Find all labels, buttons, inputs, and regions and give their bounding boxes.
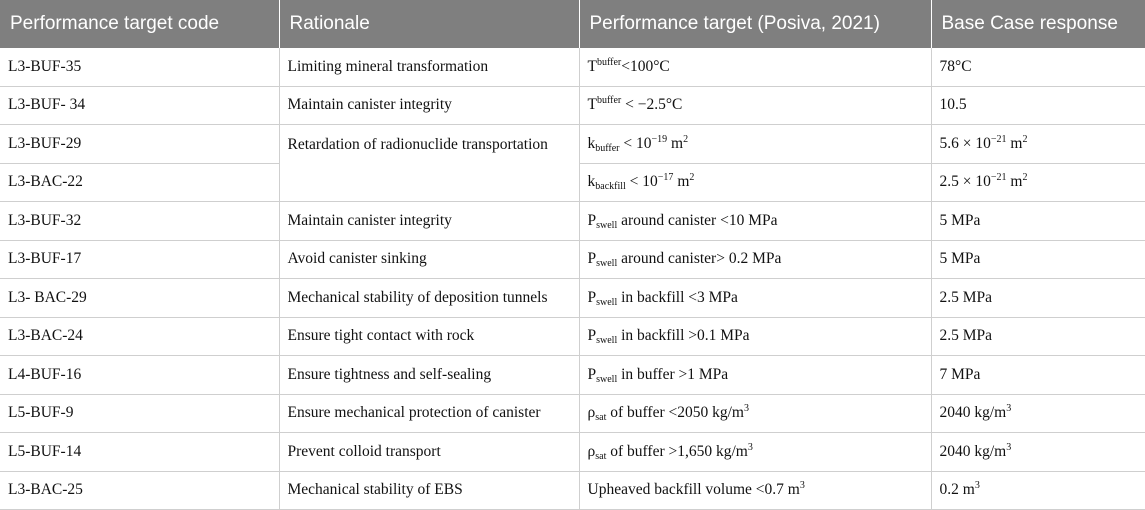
- table-row: [0, 202, 1145, 241]
- value-text: of buffer >1,650 kg/m: [606, 442, 748, 460]
- subscript-text: backfill: [595, 181, 626, 193]
- value-text: m: [1006, 134, 1023, 152]
- cell-code: L5-BUF-9: [0, 394, 279, 433]
- superscript-text: −21: [990, 133, 1007, 145]
- table-header: [0, 0, 1145, 48]
- cell-response: [931, 471, 1145, 510]
- cell-target: [579, 202, 931, 241]
- superscript-text: 3: [1006, 441, 1012, 453]
- value-text: T: [587, 96, 597, 114]
- table-row: [0, 356, 1145, 395]
- header-target: Performance target (Posiva, 2021): [579, 0, 931, 48]
- cell-target: [579, 317, 931, 356]
- cell-rationale: Ensure tight contact with rock: [279, 317, 579, 356]
- superscript-text: 3: [974, 480, 980, 492]
- superscript-text: 3: [1006, 403, 1012, 415]
- cell-response: [931, 202, 1145, 241]
- cell-target: [579, 86, 931, 125]
- subscript-text: swell: [596, 258, 618, 270]
- value-text: 2.5 MPa: [939, 288, 993, 306]
- table-row: [0, 317, 1145, 356]
- cell-target: [579, 394, 931, 433]
- value-text: ρ: [587, 442, 596, 460]
- value-text: around canister <10 MPa: [617, 211, 778, 229]
- value-text: m: [1006, 173, 1023, 191]
- header-response: Base Case response: [931, 0, 1145, 48]
- value-text: T: [587, 57, 597, 75]
- value-text: P: [587, 250, 597, 268]
- value-text: <100°C: [621, 57, 670, 75]
- value-text: 2040 kg/m: [939, 404, 1007, 422]
- cell-code: L4-BUF-16: [0, 356, 279, 395]
- value-text: 5.6 × 10: [939, 134, 991, 152]
- table-row: [0, 433, 1145, 472]
- superscript-text: 2: [1022, 133, 1028, 145]
- header-row: [0, 0, 1145, 48]
- superscript-text: −17: [657, 172, 674, 184]
- value-text: 5 MPa: [939, 250, 981, 268]
- cell-response: [931, 433, 1145, 472]
- superscript-text: 2: [683, 133, 689, 145]
- superscript-text: buffer: [596, 56, 622, 68]
- subscript-text: buffer: [595, 142, 620, 154]
- cell-code: L3-BAC-25: [0, 471, 279, 510]
- value-text: in backfill <3 MPa: [617, 288, 738, 306]
- subscript-text: swell: [596, 335, 618, 347]
- value-text: 2040 kg/m: [939, 442, 1007, 460]
- value-text: in buffer >1 MPa: [617, 365, 729, 383]
- cell-rationale: Ensure tightness and self-sealing: [279, 356, 579, 395]
- value-text: 2.5 × 10: [939, 173, 991, 191]
- cell-response: [931, 48, 1145, 86]
- cell-response: [931, 240, 1145, 279]
- table-row: [0, 240, 1145, 279]
- cell-target: [579, 471, 931, 510]
- superscript-text: 3: [743, 403, 749, 415]
- value-text: 7 MPa: [939, 365, 981, 383]
- cell-rationale: Prevent colloid transport: [279, 433, 579, 472]
- cell-response: [931, 86, 1145, 125]
- cell-target: [579, 433, 931, 472]
- subscript-text: sat: [595, 450, 607, 462]
- superscript-text: −21: [990, 172, 1007, 184]
- cell-target: [579, 48, 931, 86]
- value-text: < −2.5°C: [621, 96, 683, 114]
- value-text: P: [587, 211, 597, 229]
- cell-rationale: Mechanical stability of deposition tunnels: [279, 279, 579, 318]
- cell-code: L3-BAC-22: [0, 163, 279, 202]
- cell-code: L3-BAC-24: [0, 317, 279, 356]
- value-text: P: [587, 365, 597, 383]
- value-text: ρ: [587, 404, 596, 422]
- value-text: m: [673, 173, 690, 191]
- cell-response: [931, 163, 1145, 202]
- value-text: k: [587, 173, 596, 191]
- cell-code: L3- BAC-29: [0, 279, 279, 318]
- cell-code: L3-BUF- 34: [0, 86, 279, 125]
- cell-response: [931, 356, 1145, 395]
- value-text: < 10: [619, 134, 652, 152]
- cell-code: L3-BUF-32: [0, 202, 279, 241]
- value-text: m: [667, 134, 684, 152]
- cell-code: L3-BUF-17: [0, 240, 279, 279]
- cell-rationale: Maintain canister integrity: [279, 202, 579, 241]
- value-text: in backfill >0.1 MPa: [617, 327, 750, 345]
- cell-rationale: Mechanical stability of EBS: [279, 471, 579, 510]
- subscript-text: swell: [596, 296, 618, 308]
- cell-code: L3-BUF-29: [0, 125, 279, 164]
- value-text: Upheaved backfill volume <0.7 m: [587, 481, 800, 499]
- value-text: around canister> 0.2 MPa: [617, 250, 782, 268]
- table-row: [0, 125, 1145, 164]
- table-body: [0, 48, 1145, 510]
- value-text: 0.2 m: [939, 481, 975, 499]
- cell-target: [579, 163, 931, 202]
- value-text: P: [587, 288, 597, 306]
- value-text: k: [587, 134, 596, 152]
- superscript-text: 3: [747, 441, 753, 453]
- subscript-text: swell: [596, 219, 618, 231]
- cell-target: [579, 356, 931, 395]
- value-text: P: [587, 327, 597, 345]
- table-row: [0, 394, 1145, 433]
- value-text: 5 MPa: [939, 211, 981, 229]
- superscript-text: 3: [799, 480, 805, 492]
- cell-rationale: Retardation of radionuclide transportation: [279, 125, 579, 202]
- superscript-text: −19: [651, 133, 668, 145]
- cell-rationale: Ensure mechanical protection of canister: [279, 394, 579, 433]
- cell-target: [579, 125, 931, 164]
- cell-rationale: Avoid canister sinking: [279, 240, 579, 279]
- superscript-text: buffer: [596, 95, 622, 107]
- superscript-text: 2: [1022, 172, 1028, 184]
- cell-rationale: Maintain canister integrity: [279, 86, 579, 125]
- value-text: < 10: [625, 173, 658, 191]
- value-text: of buffer <2050 kg/m: [606, 404, 744, 422]
- value-text: 2.5 MPa: [939, 327, 993, 345]
- cell-response: [931, 317, 1145, 356]
- cell-code: L5-BUF-14: [0, 433, 279, 472]
- table-row: [0, 279, 1145, 318]
- table-row: [0, 471, 1145, 510]
- header-code: Performance target code: [0, 0, 279, 48]
- cell-rationale: Limiting mineral transformation: [279, 48, 579, 86]
- header-rationale: Rationale: [279, 0, 579, 48]
- cell-target: [579, 279, 931, 318]
- superscript-text: 2: [689, 172, 695, 184]
- cell-response: [931, 125, 1145, 164]
- cell-response: [931, 394, 1145, 433]
- value-text: 10.5: [939, 96, 967, 114]
- value-text: 78°C: [939, 57, 972, 75]
- subscript-text: sat: [595, 412, 607, 424]
- table-row: [0, 48, 1145, 86]
- subscript-text: swell: [596, 373, 618, 385]
- table-row: [0, 86, 1145, 125]
- cell-response: [931, 279, 1145, 318]
- cell-target: [579, 240, 931, 279]
- cell-code: L3-BUF-35: [0, 48, 279, 86]
